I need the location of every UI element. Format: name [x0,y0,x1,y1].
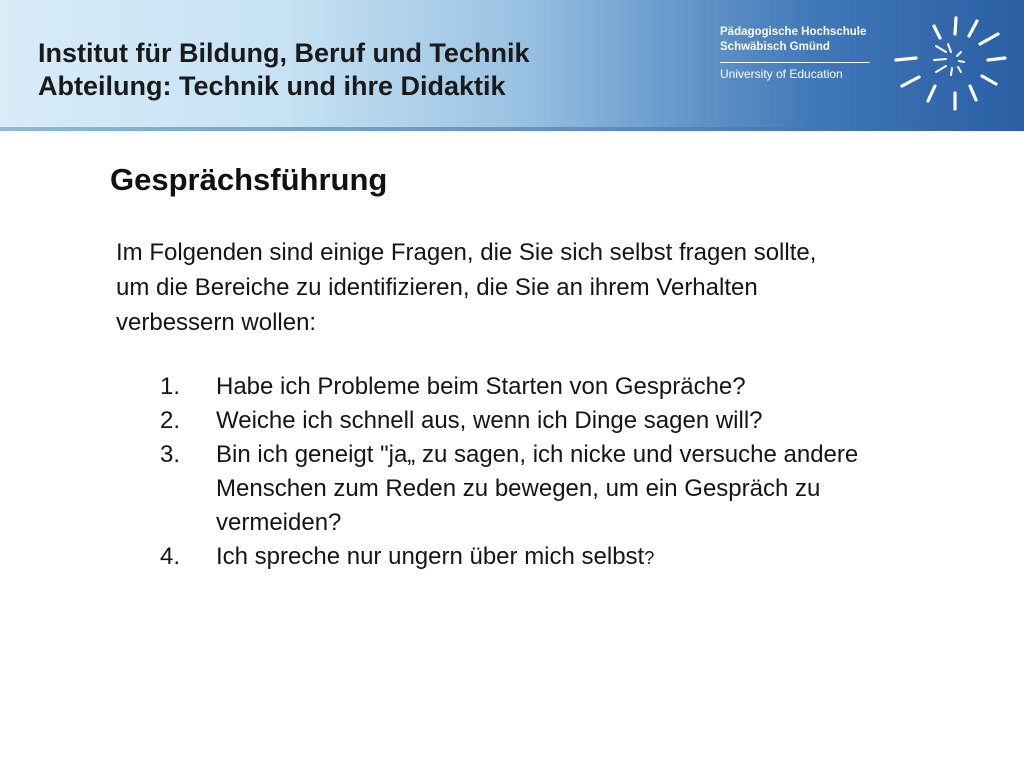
institute-name: Institut für Bildung, Beruf und Technik [38,38,530,68]
list-item-number: 2. [160,407,181,434]
list-item [160,404,860,438]
intro-paragraph: Im Folgenden sind einige Fragen, die Sie sich selbst fragen sollte, um die Bereiche zu identifizieren, die Sie an ihrem Verhalten verbessern wollen: [116,239,817,336]
sunburst-logo-icon [888,14,1012,118]
university-rule [720,62,870,63]
list-item [160,370,860,404]
list-item-number: 4. [160,543,181,570]
list-item-text: Bin ich geneigt "ja„ zu sagen, ich nicke und versuche andere Menschen zum Reden zu bewegen, um ein Gespräch zu vermeiden? [216,441,859,536]
university-block [720,25,870,82]
list-item-text: Ich spreche nur ungern über mich selbst [216,543,645,570]
list-item-text: Habe ich Probleme beim Starten von Gespräche? [216,373,746,400]
institute-heading [38,37,529,103]
university-name-line2: Schwäbisch Gmünd [720,41,830,53]
department-name: Abteilung: Technik und ihre Didaktik [38,71,506,101]
question-list [160,370,860,575]
university-name-line1: Pädagogische Hochschule [720,26,867,38]
list-item [160,438,860,540]
question-mark: ? [644,548,655,568]
slide-title: Gesprächsführung [110,162,388,197]
list-item-text: Weiche ich schnell aus, wenn ich Dinge sagen will? [216,407,763,434]
list-item-text-wrap [216,540,860,575]
header-divider [0,127,1024,131]
list-item-number: 1. [160,373,181,400]
list-item [160,540,860,575]
university-subtitle: University of Education [720,67,843,81]
list-item-number: 3. [160,441,181,468]
